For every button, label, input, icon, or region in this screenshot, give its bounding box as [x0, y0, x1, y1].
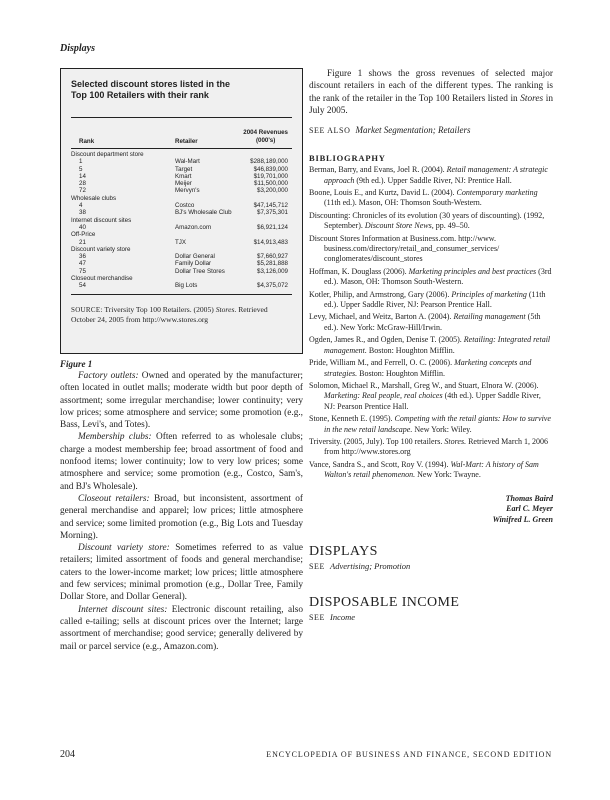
table-category-label: Internet discount sites — [71, 216, 132, 224]
table-category-label: Closeout merchandise — [71, 275, 133, 283]
bib-part-b: (11th ed.). Upper Saddle River, NJ: Pearson Prentice Hall. — [324, 289, 546, 310]
entry-see-disposable-income — [309, 612, 553, 622]
paragraph-lead: Discount variety store: — [78, 543, 170, 554]
bib-part-b: Boston: Houghton Mifflin. — [366, 345, 455, 355]
table-body — [71, 149, 292, 290]
book-title: ENCYCLOPEDIA OF BUSINESS AND FINANCE, SECOND EDITION — [266, 750, 552, 759]
paragraph-text: Electronic discount retailing, also called e-tailing; sells at discount prices over the Internet; large assortment of merchandise; good service; generally delivered by mail or parcel service (e.g., Amazon.com). — [60, 604, 303, 652]
table-category-label: Discount variety store — [71, 245, 131, 253]
paragraph-text: Often referred to as wholesale clubs; charge a modest membership fee; broad assortment of food and nonfood items; lower continuity; low to very low prices; some atmosphere and service; some promotion (e.g., Costco, Sam's, and BJ's Wholesale). — [60, 432, 303, 492]
source-text-a: Triversity Top 100 Retailers. (2005) — [102, 304, 216, 314]
rank-cell: 21 — [79, 238, 86, 246]
entry-title-displays: DISPLAYS — [309, 544, 378, 560]
bibliography-entry — [309, 335, 553, 356]
rank-cell: 5 — [79, 165, 83, 173]
bibliography-entry — [309, 211, 553, 232]
rank-cell: 28 — [79, 180, 86, 188]
bib-part-b: (4th ed.). Upper Saddle River, NJ: Pearson Prentice Hall. — [324, 391, 541, 411]
see-also-label: SEE ALSO — [309, 126, 351, 136]
bibliography-list — [309, 165, 553, 480]
source-label: SOURCE: — [71, 305, 103, 314]
figure-source — [71, 305, 292, 325]
author-name: Thomas Baird — [505, 493, 553, 503]
bib-part-b: Boston: Houghton Mifflin. — [357, 368, 445, 378]
revenue-cell: $6,921,124 — [257, 223, 288, 231]
retailer-cell: Kmart — [175, 172, 192, 180]
bib-part-a: Stone, Kenneth E. (1995). — [309, 414, 395, 424]
bib-part-i: Wal-Mart: A history of Sam Walton's retail phenomenon. — [324, 459, 539, 480]
rank-cell: 1 — [79, 158, 83, 166]
bib-part-b: Retrieved March 1, 2006 from http://www.stores.org — [324, 436, 549, 457]
body-paragraph — [60, 370, 303, 431]
running-head: Displays — [60, 43, 95, 54]
revenue-cell: $4,375,072 — [257, 282, 288, 290]
bib-part-i: Marketing: Real people, real choices — [324, 391, 443, 401]
rank-cell: 36 — [79, 253, 86, 261]
rank-cell: 40 — [79, 223, 86, 231]
revenue-cell: $288,189,000 — [250, 158, 288, 166]
bib-part-a: Triversity. (2005, July). Top 100 retailers. — [309, 436, 445, 446]
revenue-cell: $3,200,000 — [257, 187, 288, 195]
bib-part-i: Retail management: A strategic approach — [324, 165, 548, 185]
table-row — [71, 158, 292, 165]
bib-part-i: Discount Store News, — [364, 221, 434, 231]
bibliography-entry — [309, 381, 553, 412]
page-number: 204 — [60, 749, 75, 760]
bibliography-entry — [309, 312, 553, 333]
rank-cell: 72 — [79, 187, 86, 195]
bibliography-entry — [309, 414, 553, 435]
bib-part-i: Marketing principles and best practices — [408, 266, 537, 276]
revenue-cell: $5,281,888 — [257, 260, 288, 268]
table-bottom-rule — [71, 294, 292, 295]
paragraph-text: Owned and operated by the manufacturer; often located in outlet malls; moderate width but poor depth of assortment; some irregular merchandise; lower continuity; very low prices; some atmosphere and service; some promotion (e.g., Bass, Levi's, and Totes). — [60, 371, 303, 431]
bib-part-a: Discounting: Chronicles of its evolution (30 years of discounting). (1992, September). — [309, 210, 545, 231]
retailer-cell: Amazon.com — [175, 223, 212, 231]
bib-part-a: Kotler, Philip, and Armstrong, Gary (2006). — [309, 289, 452, 299]
bib-part-b: New York: Twayne. — [415, 470, 481, 480]
intro-italic: Stores — [520, 93, 544, 104]
paragraph-lead: Closeout retailers: — [78, 493, 150, 504]
bib-part-a: Pride, William M., and Ferrell, O. C. (2006). — [309, 358, 455, 368]
rank-cell: 4 — [79, 202, 83, 210]
table-row — [71, 282, 292, 289]
revenue-cell: $7,660,927 — [257, 253, 288, 261]
bib-part-a: Vance, Sandra S., and Scott, Roy V. (1994). — [309, 459, 451, 469]
body-paragraph — [60, 604, 303, 653]
revenue-cell: $19,701,000 — [253, 172, 288, 180]
table-row — [71, 239, 292, 246]
table-row — [71, 268, 292, 275]
table-row — [71, 180, 292, 187]
bib-part-i: Marketing concepts and strategies. — [324, 358, 532, 378]
left-body-text — [60, 370, 303, 653]
figure-title-line-2: Top 100 Retailers with their rank — [71, 90, 209, 100]
bib-part-b: (3rd ed.). Mason, OH: Thomson South-Western. — [324, 266, 552, 287]
bib-part-a: Boone, Louis E., and Kurtz, David L. (2004). — [309, 188, 457, 197]
table-row — [71, 173, 292, 180]
bibliography-entry — [309, 460, 553, 481]
paragraph-lead: Membership clubs: — [78, 432, 152, 443]
paragraph-text: Broad, but inconsistent, assortment of general merchandise and apparel; low prices; little atmosphere and service; some limited promotion (e.g., Big Lots and Tuesday Morning). — [60, 493, 304, 541]
figure-title-line-1: Selected discount stores listed in the — [71, 79, 231, 89]
revenue-cell: $7,375,301 — [257, 209, 288, 217]
retailer-cell: Meijer — [175, 180, 192, 188]
bib-part-a: Levy, Michael, and Weitz, Barton A. (2004). — [309, 312, 454, 322]
figure-title — [71, 79, 292, 101]
bib-part-b: New York: Wiley. — [412, 424, 472, 434]
column-header-revenues — [243, 129, 288, 145]
retailer-cell: Dollar Tree Stores — [175, 267, 225, 275]
table-row — [71, 166, 292, 173]
figure-table-box — [60, 68, 303, 354]
table-header — [71, 118, 292, 148]
source-text-b: . Retrieved October 24, 2005 from http://www.stores.org — [71, 304, 268, 324]
revenues-header-line-2: (000's) — [255, 137, 276, 144]
revenue-cell: $11,500,000 — [254, 180, 288, 188]
intro-text-a: Figure 1 shows the gross revenues of selected major discount retailers in each of the different types. The ranking is the rank of the retailer in the Top 100 Retailers listed in — [309, 69, 553, 104]
author-name: Earl C. Meyer — [506, 504, 553, 514]
retailer-cell: Costco — [175, 202, 195, 210]
bib-part-i: Stores. — [444, 436, 467, 446]
see-also-text: Market Segmentation; Retailers — [355, 125, 471, 136]
table-category-label: Off-Price — [71, 231, 96, 239]
table-row — [71, 187, 292, 194]
table-row — [71, 224, 292, 231]
entry-see-label: SEE — [309, 613, 326, 623]
retailer-cell: Dollar General — [175, 253, 215, 261]
source-italic: Stores — [215, 304, 235, 314]
body-paragraph — [60, 431, 303, 492]
rank-cell: 38 — [79, 209, 86, 217]
see-also — [309, 125, 553, 135]
bib-part-i: Competing with the retail giants: How to survive in the new retail landscape. — [324, 414, 551, 434]
revenue-cell: $47,145,712 — [253, 202, 288, 210]
revenues-header-line-1: 2004 Revenues — [243, 129, 288, 136]
column-header-rank: Rank — [79, 138, 95, 145]
paragraph-text: Sometimes referred to as value retailers; limited assortment of foods and general merchandise; caters to the lower-income market; low prices; little atmosphere and few services; minimal promotion (e.g., Dollar Tree, Family Dollar Store, and Dollar General). — [60, 543, 304, 603]
left-column — [60, 68, 303, 369]
entry-title-disposable-income: DISPOSABLE INCOME — [309, 595, 460, 611]
body-paragraph — [60, 542, 303, 603]
rank-cell: 75 — [79, 267, 86, 275]
bibliography-entry — [309, 165, 553, 186]
bib-part-i: Retailing: Integrated retail management. — [324, 335, 551, 355]
bibliography-entry — [309, 234, 553, 265]
bibliography-entry — [309, 437, 553, 458]
retailer-cell: Mervyn's — [175, 187, 200, 195]
bib-part-a: Berman, Barry, and Evans, Joel R. (2004). — [309, 165, 447, 175]
bibliography-entry — [309, 188, 553, 209]
bib-part-i: Contemporary marketing — [456, 188, 538, 197]
bib-part-i: Principles of marketing — [451, 289, 527, 299]
table-row — [71, 253, 292, 260]
bib-part-a: Ogden, James R., and Ogden, Denise T. (2005). — [309, 335, 464, 345]
bibliography-entry — [309, 358, 553, 379]
entry-see-text: Income — [330, 612, 356, 623]
article-authors — [309, 494, 553, 526]
bibliography-entry — [309, 290, 553, 311]
revenue-cell: $3,126,009 — [257, 267, 288, 275]
table-category-label: Discount department store — [71, 151, 144, 158]
paragraph-lead: Internet discount sites: — [78, 604, 168, 615]
table-row — [71, 202, 292, 209]
entry-see-label: SEE — [309, 562, 326, 572]
retailer-cell: Big Lots — [175, 282, 198, 290]
retailer-cell: BJ's Wholesale Club — [175, 209, 232, 217]
column-header-retailer: Retailer — [175, 138, 198, 145]
entry-see-displays — [309, 561, 553, 571]
intro-text-b: in July 2005. — [309, 93, 553, 116]
rank-cell: 54 — [79, 282, 86, 290]
table-row — [71, 260, 292, 267]
bibliography-entry — [309, 267, 553, 288]
paragraph-lead: Factory outlets: — [78, 371, 139, 381]
bib-part-i: Retailing management — [453, 312, 526, 322]
table-row — [71, 209, 292, 216]
figure-caption: Figure 1 — [60, 359, 93, 369]
bib-part-b: pp. 49–50. — [433, 221, 470, 231]
author-name: Winifred L. Green — [492, 514, 553, 524]
revenue-cell: $14,913,483 — [253, 238, 288, 246]
bib-part-b: (11th ed.). Mason, OH: Thomson South-Western. — [324, 198, 482, 208]
bib-part-b: (9th ed.). Upper Saddle River, NJ: Prentice Hall. — [354, 175, 512, 185]
bibliography-heading: BIBLIOGRAPHY — [309, 153, 386, 164]
retailer-cell: TJX — [175, 238, 187, 246]
right-column — [309, 68, 553, 622]
intro-paragraph — [309, 68, 553, 117]
rank-cell: 14 — [79, 172, 86, 180]
bib-part-a: Discount Stores Information at Business.com. http://www. business.com/directory/retail_and_consumer_services/ conglomerates/discount_stores — [309, 233, 500, 264]
body-paragraph — [60, 493, 303, 542]
retailer-cell: Target — [175, 165, 193, 173]
retailer-cell: Wal-Mart — [175, 158, 200, 166]
table-category-label: Wholesale clubs — [71, 194, 117, 202]
rank-cell: 47 — [79, 260, 86, 268]
bib-part-b: (5th ed.). New York: McGraw-Hill/Irwin. — [324, 312, 541, 332]
bib-part-a: Hoffman, K. Douglass (2006). — [309, 266, 409, 276]
entry-see-text: Advertising; Promotion — [330, 561, 411, 572]
bib-part-a: Solomon, Michael R., Marshall, Greg W., and Stuart, Elnora W. (2006). — [309, 380, 539, 390]
retailer-cell: Family Dollar — [175, 260, 212, 268]
revenue-cell: $46,839,000 — [253, 165, 288, 173]
